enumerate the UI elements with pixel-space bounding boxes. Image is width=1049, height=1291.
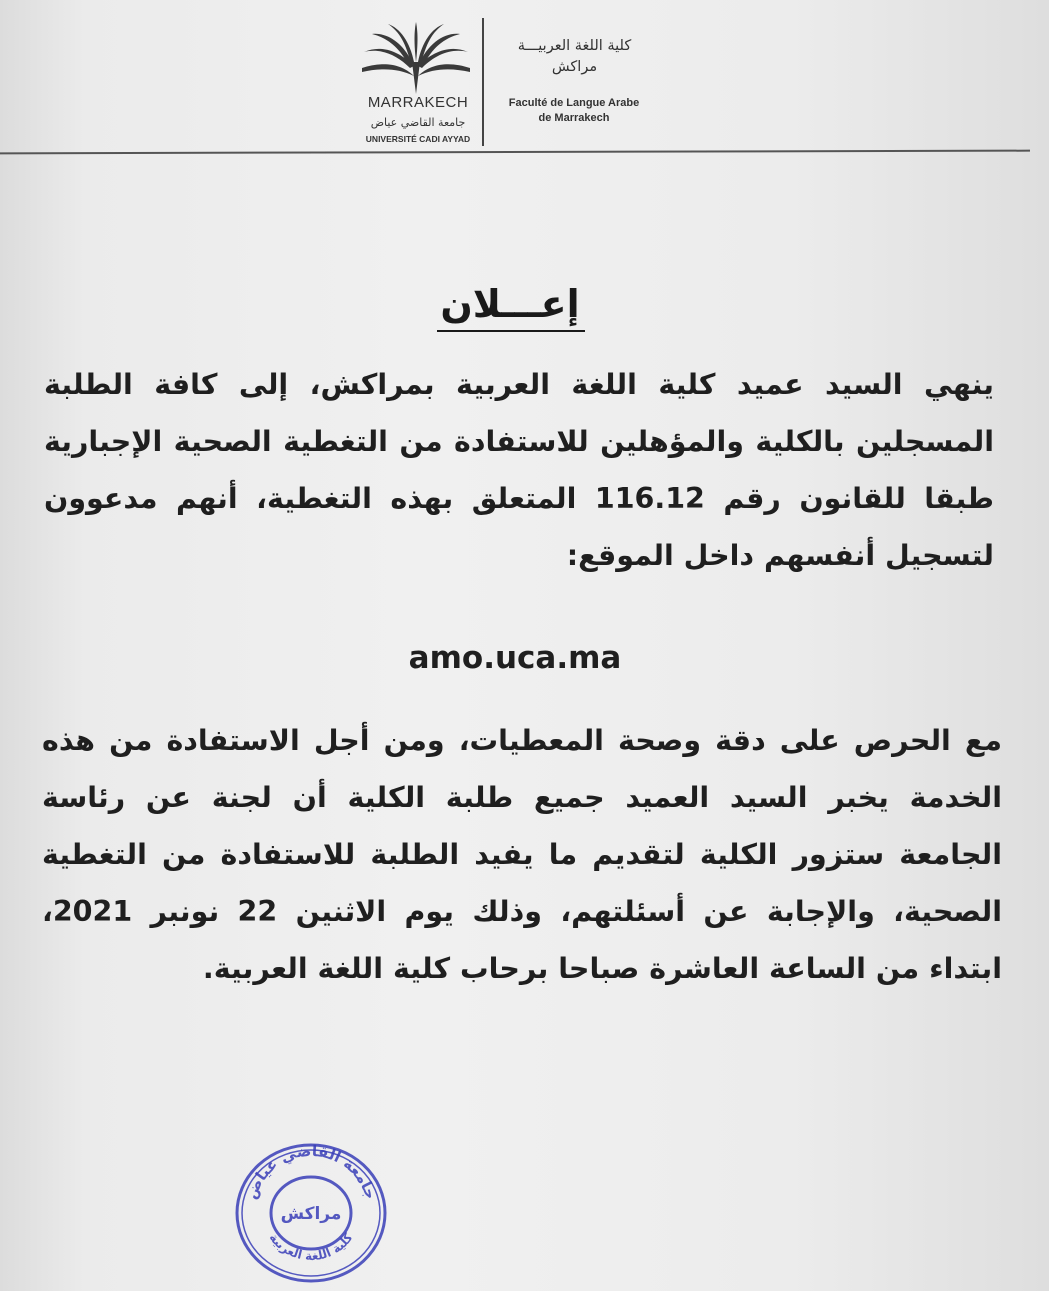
stamp-top-text: جامعة القاضي عياض [241, 1141, 381, 1202]
faculty-name-ar [492, 36, 657, 78]
faculty-name-ar-line1: كلية اللغة العربيـــة [517, 38, 632, 54]
stamp-center-text: مراكش [280, 1204, 342, 1224]
letterhead [0, 0, 1049, 160]
announcement-paragraph-2: مع الحرص على دقة وصحة المعطيات، ومن أجل الاستفادة من هذه الخدمة يخبر السيد العميد جميع طلبة الكلية أن لجنة عن رئاسة الجامعة ستزور الكلية لتقديم ما يفيد الطلبة للاستفادة من التغطية الصحية، والإجابة عن أسئلتهم، وذلك يوم الاثنين 22 نونبر 2021، ابتداء من الساعة العاشرة صباحا برحاب كلية اللغة العربية. [42, 724, 1002, 985]
university-name-fr: UNIVERSITÉ CADI AYYAD [365, 134, 471, 144]
university-logo-icon [360, 22, 472, 100]
title-underline [437, 330, 585, 332]
registration-website: amo.uca.ma [408, 640, 622, 676]
announcement-title: إعـــلان [440, 282, 580, 326]
announcement-paragraph-1: ينهي السيد عميد كلية اللغة العربية بمراكش، إلى كافة الطلبة المسجلين بالكلية والمؤهلين للاستفادة من التغطية الصحية الإجبارية طبقا للقانون رقم 116.12 المتعلق بهذه التغطية، أنهم مدعوون لتسجيل أنفسهم داخل الموقع: [44, 368, 994, 572]
faculty-name-ar-line2: مراكش [551, 59, 598, 75]
faculty-name-fr [490, 96, 658, 126]
logo-wordmark: MARRAKECH [367, 94, 469, 111]
stamp-bottom-text: كلية اللغة العربية [266, 1230, 356, 1264]
university-name-ar: جامعة القاضي عياض [370, 116, 466, 129]
svg-text:جامعة القاضي عياض [242, 1142, 380, 1202]
faculty-name-fr-line2: de Marrakech [538, 112, 610, 124]
faculty-name-fr-line1: Faculté de Langue Arabe [508, 97, 640, 109]
faculty-stamp-icon [232, 1140, 390, 1286]
header-divider [482, 18, 484, 146]
svg-text:كلية اللغة العربية [266, 1231, 355, 1264]
header-rule [0, 150, 1030, 155]
